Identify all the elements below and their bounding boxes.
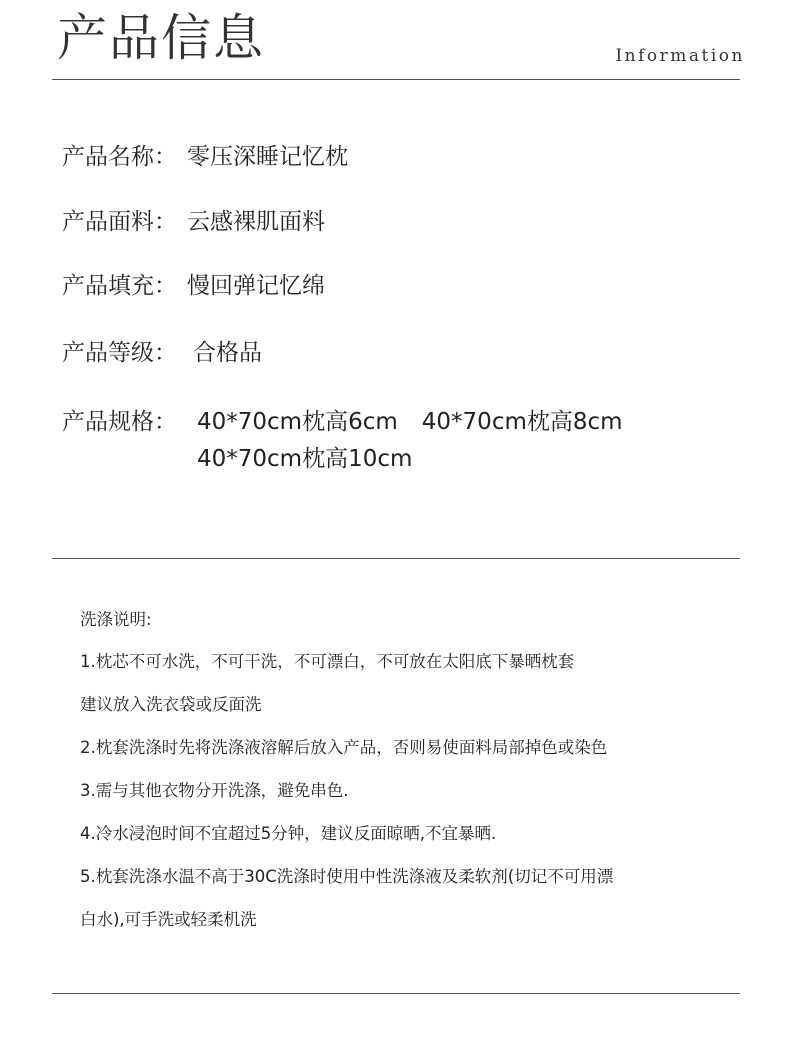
spec-label: 产品规格： [62,409,177,435]
care-line: 建议放入洗衣袋或反面洗 [80,695,262,714]
page-title: 产品信息 [57,9,265,67]
care-line: 5.枕套洗涤水温不高于30C洗涤时使用中性洗涤液及柔软剂(切记不可用漂 [80,867,614,886]
spec-value: 云感裸肌面料 [187,209,325,235]
spec-label: 产品面料： [62,209,177,235]
size-option: 40*70cm枕高6cm [197,409,398,435]
spec-value: 合格品 [193,340,262,366]
spec-label: 产品等级： [62,340,177,366]
care-line: 2.枕套洗涤时先将洗涤液溶解后放入产品，否则易使面料局部掉色或染色 [80,738,608,757]
top-divider [52,79,740,80]
size-line [197,441,623,478]
care-line: 4.冷水浸泡时间不宜超过5分钟，建议反面晾晒,不宜暴晒. [80,824,497,843]
spec-label: 产品名称： [62,144,177,170]
spec-value: 零压深睡记忆枕 [187,144,348,170]
spec-row-sizes [62,404,623,478]
page-subtitle: Information [615,46,745,66]
spec-value: 慢回弹记忆绵 [187,273,325,299]
care-line: 白水),可手洗或轻柔机洗 [80,910,257,929]
care-title: 洗涤说明: [80,610,152,629]
spec-row-grade [62,336,262,370]
size-list [197,404,623,478]
middle-divider [52,558,740,559]
spec-row-name [62,140,348,174]
size-option: 40*70cm枕高10cm [197,446,413,472]
size-line [197,404,623,441]
care-line: 3.需与其他衣物分开洗涤，避免串色. [80,781,349,800]
spec-row-filling [62,269,325,303]
care-line: 1.枕芯不可水洗，不可干洗，不可漂白，不可放在太阳底下暴晒枕套 [80,652,575,671]
size-option: 40*70cm枕高8cm [421,409,623,435]
spec-label: 产品填充： [62,273,177,299]
bottom-divider [52,993,740,994]
spec-row-fabric [62,205,325,239]
